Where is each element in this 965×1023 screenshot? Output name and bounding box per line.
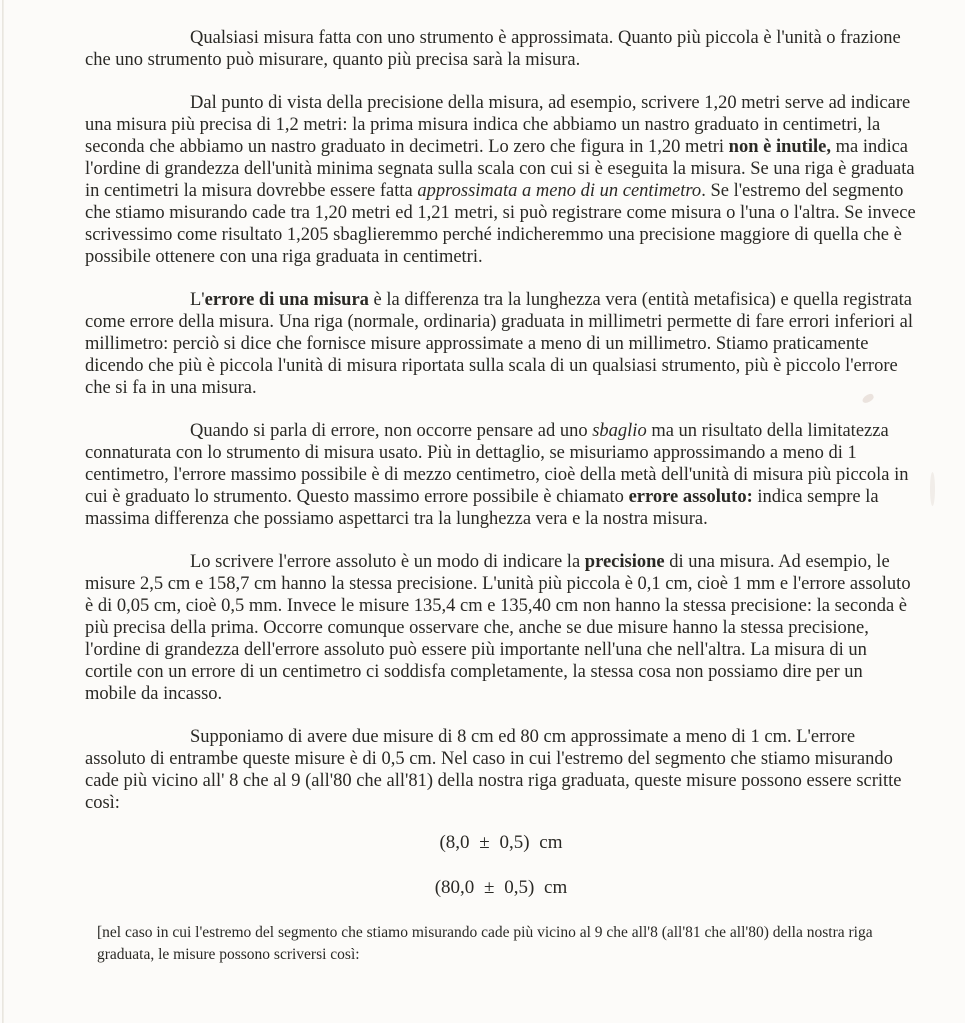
text-run: Quando si parla di errore, non occorre pensare ad uno — [190, 421, 593, 441]
text-run-bold: errore assoluto: — [628, 487, 753, 507]
paragraph-3 — [85, 289, 917, 399]
paragraph-6 — [85, 726, 917, 814]
paragraph-1 — [85, 27, 917, 71]
paragraph-4 — [85, 420, 917, 530]
scan-speck — [930, 472, 935, 506]
paragraph-2 — [85, 92, 917, 268]
formula-line-1: (8,0 ± 0,5) cm — [439, 832, 563, 853]
text-run: di una misura. Ad esempio, le misure 2,5 cm e 158,7 cm hanno la stessa precisione. L'unità più piccola è 0,1 cm, cioè 1 mm e l'errore assoluto è di 0,05 cm, cioè 0,5 mm. Invece le misure 135,4 cm e 135,40 cm non hanno la stessa precisione: la seconda è più precisa della prima. Occorre comunque osservare che, anche se due misure hanno la stessa precisione, l'ordine di grandezza dell'errore assoluto può essere più importante nell'una che nell'altra. La misura di un cortile con un errore di un centimetro ci soddisfa completamente, la stessa cosa non possiamo dire per un mobile da incasso. — [85, 552, 911, 704]
text-run: L' — [190, 290, 205, 310]
text-run: Qualsiasi misura fatta con uno strumento è approssimata. Quanto più piccola è l'unità o frazione che uno strumento può misurare, quanto più precisa sarà la misura. — [85, 28, 901, 70]
text-run: Lo scrivere l'errore assoluto è un modo di indicare la — [190, 552, 585, 572]
text-run-bold: precisione — [584, 552, 665, 572]
text-run: ma indica l'ordine di grandezza dell'unità minima segnata sulla scala con cui si è eseguita la misura. Se una riga è graduata in centimetri la misura dovrebbe essere fatta — [85, 137, 915, 201]
text-run: ma un risultato della limitatezza connaturata con lo strumento di misura usato. Più in dettaglio, se misuriamo approssimando a meno di 1 centimetro, l'errore massimo possibile è di mezzo centimetro, cioè della metà dell'unità di misura più piccola in cui è graduato lo strumento. Questo massimo errore possibile è chiamato — [85, 421, 909, 507]
footnote: [nel caso in cui l'estremo del segmento che stiamo misurando cade più vicino al 9 che all'8 (all'81 che all'80) della nostra riga graduata, le misure possono scriversi così: — [97, 924, 873, 963]
formula-block — [85, 832, 917, 899]
text-run-bold: errore di una misura — [204, 290, 369, 310]
text-run-bold: non è inutile, — [728, 137, 831, 157]
scan-edge-line — [2, 0, 4, 1023]
text-run: Dal punto di vista della precisione della misura, ad esempio, scrivere 1,20 metri serve ad indicare una misura più precisa di 1,2 metri: la prima misura indica che abbiamo un nastro graduato in centimetri, la seconda che abbiamo un nastro graduato in decimetri. Lo zero che figura in 1,20 metri — [85, 93, 911, 157]
paragraph-5 — [85, 551, 917, 705]
text-run: Supponiamo di avere due misure di 8 cm ed 80 cm approssimate a meno di 1 cm. L'errore assoluto di entrambe queste misure è di 0,5 cm. Nel caso in cui l'estremo del segmento che stiamo misurando cade più vicino all' 8 che al 9 (all'80 che all'81) della nostra riga graduata, queste misure possono essere scritte così: — [85, 727, 902, 813]
text-run: indica sempre la massima differenza che possiamo aspettarci tra la lunghezza vera e la nostra misura. — [85, 487, 879, 529]
text-run-italic: sbaglio — [592, 421, 647, 441]
text-run: . Se l'estremo del segmento che stiamo misurando cade tra 1,20 metri ed 1,21 metri, si può registrare come misura o l'una o l'altra. Se invece scrivessimo come risultato 1,205 sbaglieremmo perché indicheremmo una precisione maggiore di quella che è possibile ottenere con una riga graduata in centimetri. — [85, 181, 916, 267]
text-run: è la differenza tra la lunghezza vera (entità metafisica) e quella registrata come errore della misura. Una riga (normale, ordinaria) graduata in millimetri permette di fare errori inferiori al millimetro: perciò si dice che fornisce misure approssimate a meno di un millimetro. Stiamo praticamente dicendo che più è piccola l'unità di misura riportata sulla scala di un qualsiasi strumento, più è piccolo l'errore che si fa in una misura. — [85, 290, 914, 398]
text-run-italic: approssimata a meno di un centimetro — [417, 181, 702, 201]
formula-line-2: (80,0 ± 0,5) cm — [434, 877, 568, 898]
